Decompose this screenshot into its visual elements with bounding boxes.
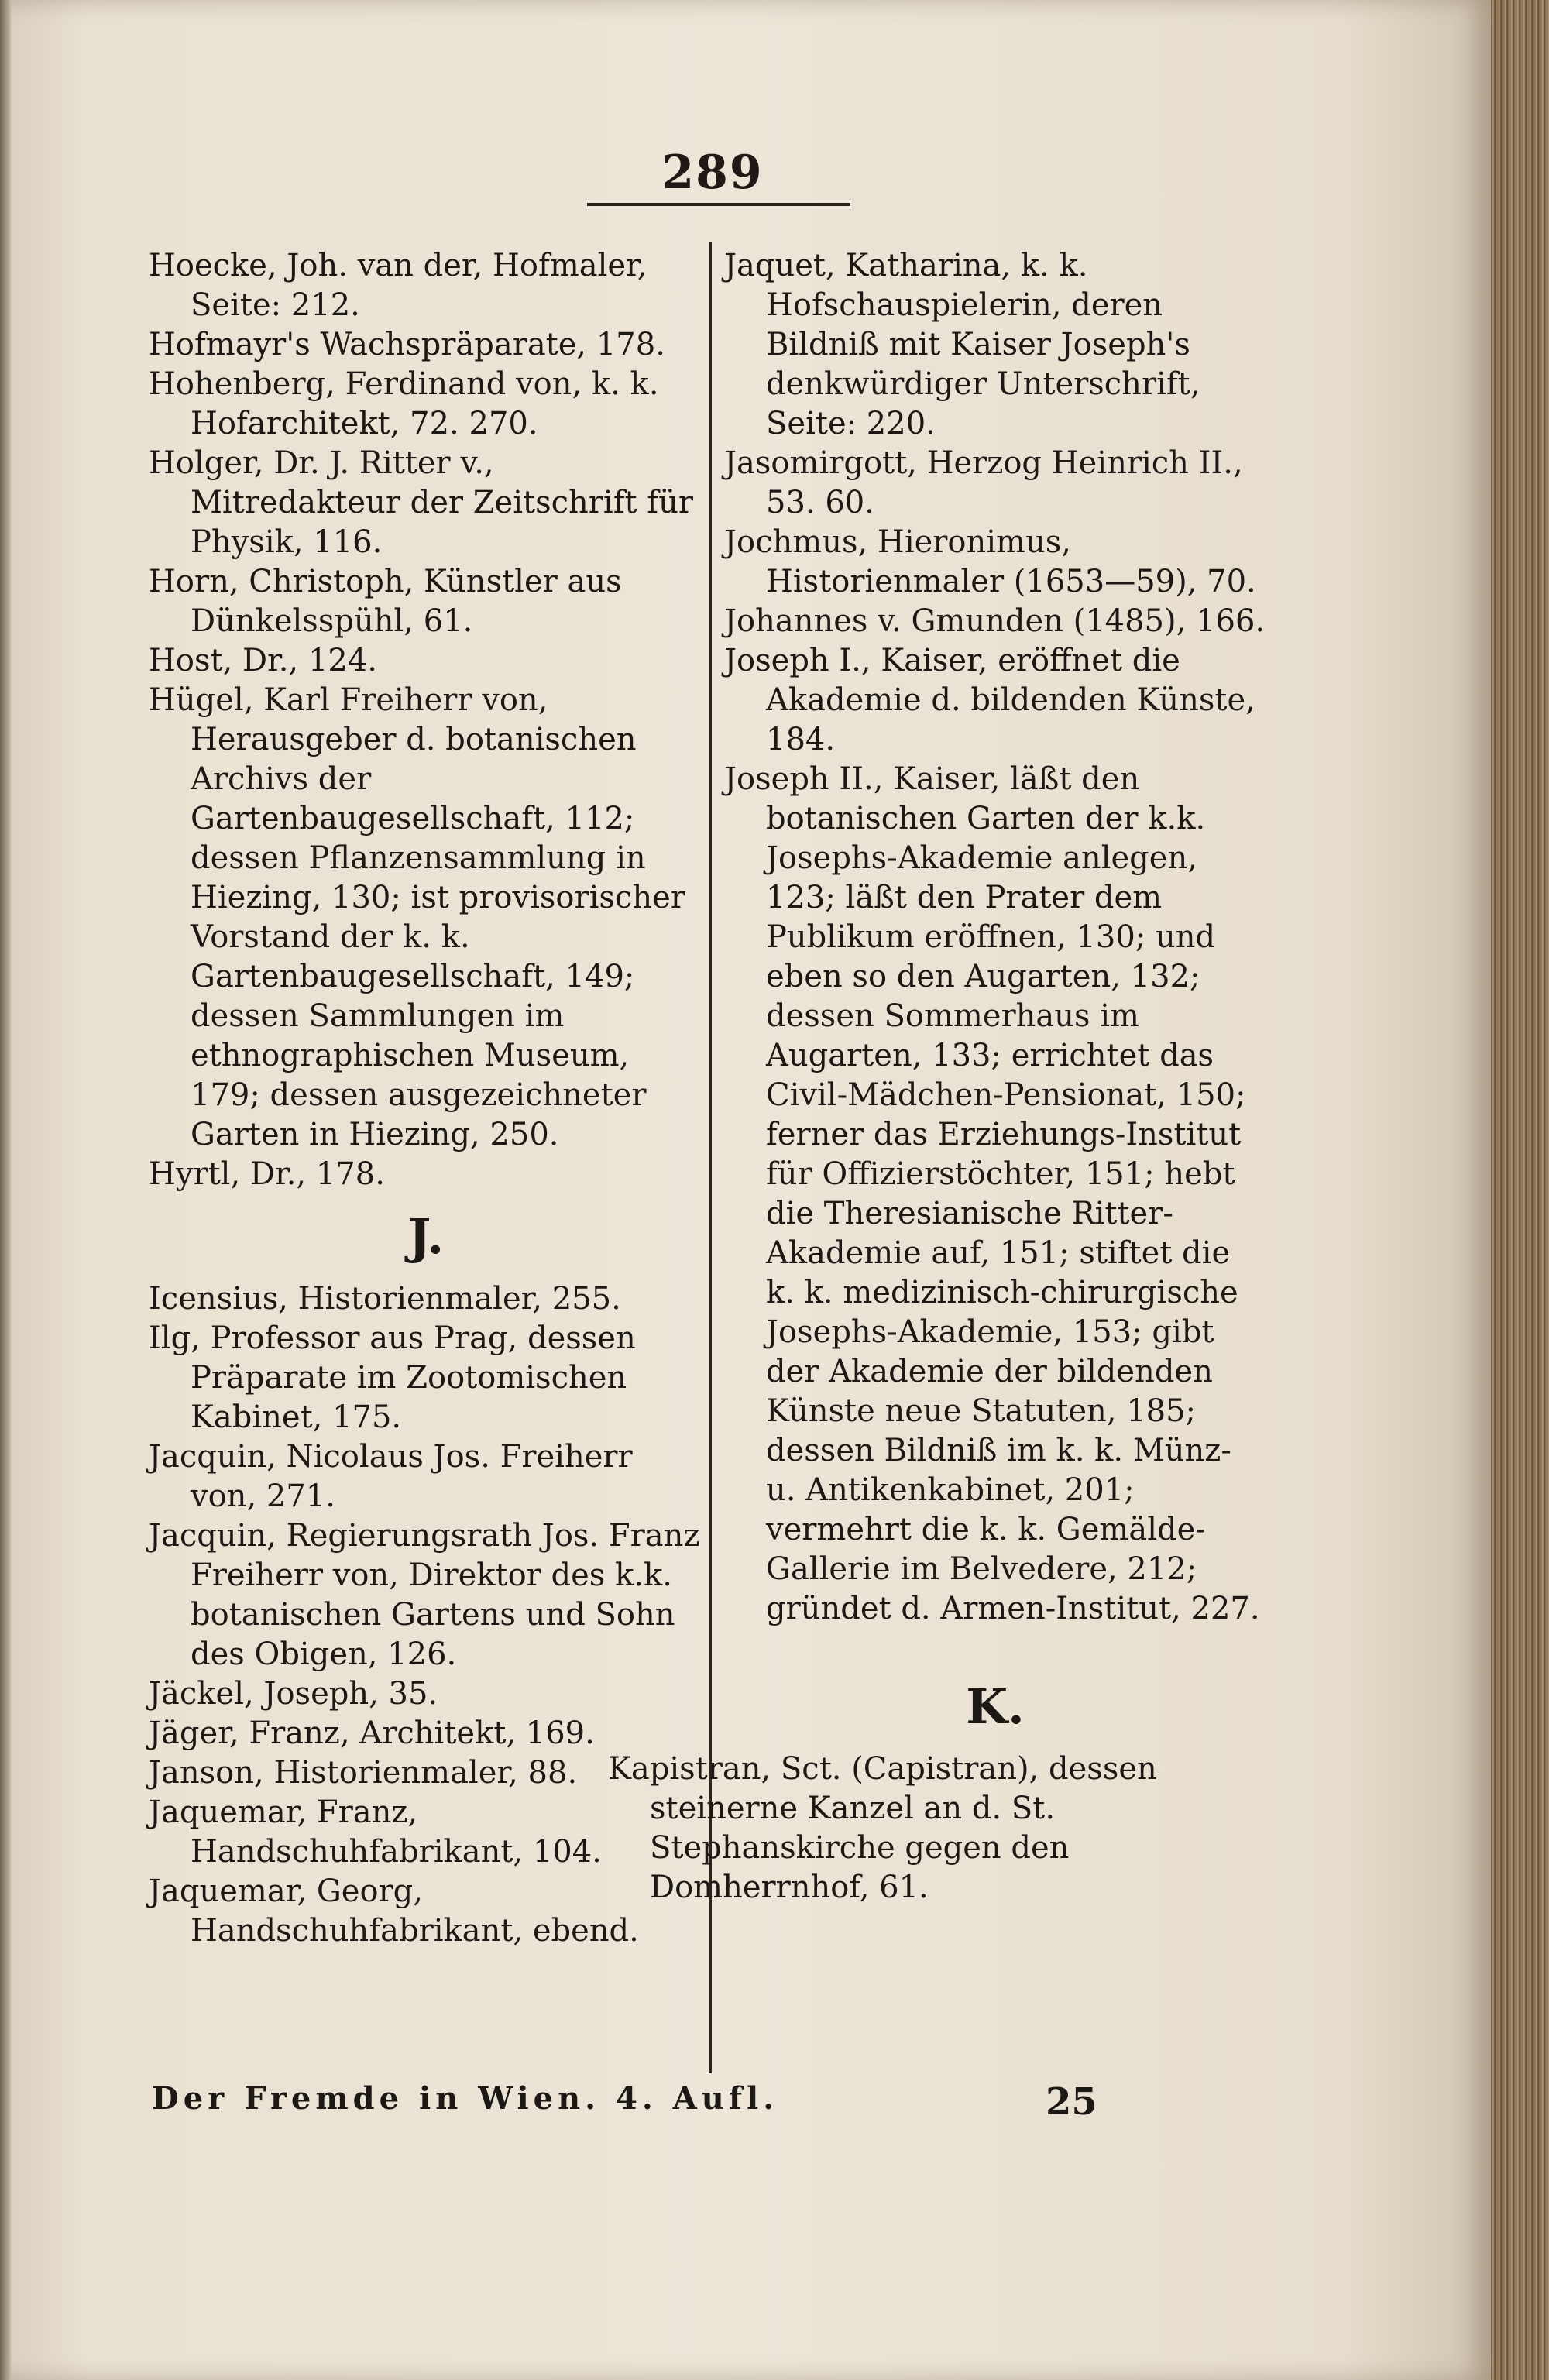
index-entry: Jaquet, Katharina, k. k. Hofschauspielerin, deren Bildniß mit Kaiser Joseph's denkwürdiger Unterschrift, Seite: 220. bbox=[724, 248, 1200, 441]
index-entry: Holger, Dr. J. Ritter v., Mitredakteur der Zeitschrift für Physik, 116. bbox=[149, 445, 693, 560]
index-entry: Jacquin, Nicolaus Jos. Freiherr von, 271. bbox=[149, 1439, 633, 1514]
index-entry: Jaquemar, Georg, Handschuhfabrikant, ebend. bbox=[149, 1873, 639, 1949]
index-entry: Jasomirgott, Herzog Heinrich II., 53. 60. bbox=[724, 445, 1243, 520]
index-entry: Jäger, Franz, Architekt, 169. bbox=[149, 1715, 595, 1751]
index-entry: Horn, Christoph, Künstler aus Dünkelsspühl, 61. bbox=[149, 564, 622, 639]
index-entry: Kapistran, Sct. (Capistran), dessen steinerne Kanzel an d. St. Stephanskirche gegen den Domherrnhof, 61. bbox=[608, 1751, 1157, 1905]
index-entry: Icensius, Historienmaler, 255. bbox=[149, 1281, 621, 1317]
index-entry: Hügel, Karl Freiherr von, Herausgeber d. botanischen Archivs der Gartenbaugesellschaft, 112; dessen Pflanzensammlung in Hiezing, 130; ist provisorischer Vorstand der k. k. Gartenbaugesellschaft, 149; dessen Sammlungen im ethnographischen Museum, 179; dessen ausgezeichneter Garten in Hiezing, 250. bbox=[149, 682, 685, 1152]
footer-title: Der Fremde in Wien. 4. Aufl. bbox=[152, 2080, 779, 2117]
index-entry: Hoecke, Joh. van der, Hofmaler, Seite: 212. bbox=[149, 248, 647, 323]
index-entry: Johannes v. Gmunden (1485), 166. bbox=[724, 603, 1266, 639]
index-entry: Hohenberg, Ferdinand von, k. k. Hofarchitekt, 72. 270. bbox=[149, 366, 659, 441]
page-edges bbox=[1491, 0, 1549, 2380]
index-entry: Joseph I., Kaiser, eröffnet die Akademie d. bildenden Künste, 184. bbox=[724, 643, 1255, 757]
index-entry: Jäckel, Joseph, 35. bbox=[149, 1676, 438, 1712]
index-entry: Hyrtl, Dr., 178. bbox=[149, 1156, 385, 1192]
index-entry: Janson, Historienmaler, 88. bbox=[149, 1755, 578, 1791]
page-number: 289 bbox=[661, 146, 764, 200]
left-column bbox=[149, 246, 703, 1951]
header-rule bbox=[587, 203, 850, 206]
index-entry: Ilg, Professor aus Prag, dessen Präparate im Zootomischen Kabinet, 175. bbox=[149, 1321, 636, 1435]
footer-signature: 25 bbox=[1046, 2080, 1097, 2124]
index-entry: Hofmayr's Wachspräparate, 178. bbox=[149, 327, 665, 362]
section-heading-j: J. bbox=[407, 1208, 445, 1265]
index-entry: Jacquin, Regierungsrath Jos. Franz Freiherr von, Direktor des k.k. botanischen Gartens und Sohn des Obigen, 126. bbox=[149, 1518, 700, 1672]
index-entry: Jochmus, Hieronimus, Historienmaler (1653—59), 70. bbox=[724, 524, 1256, 599]
index-entry: Jaquemar, Franz, Handschuhfabrikant, 104. bbox=[149, 1794, 602, 1870]
binding-edge bbox=[0, 0, 11, 2380]
right-column bbox=[608, 246, 1266, 1908]
index-entry: Joseph II., Kaiser, läßt den botanischen Garten der k.k. Josephs-Akademie anlegen, 123; läßt den Prater dem Publikum eröffnen, 130; und eben so den Augarten, 132; dessen Sommerhaus im Augarten, 133; errichtet das Civil-Mädchen-Pensionat, 150; ferner das Erziehungs-Institut für Offizierstöchter, 151; hebt die Theresianische Ritter-Akademie auf, 151; stiftet die k. k. medizinisch-chirurgische Josephs-Akademie, 153; gibt der Akademie der bildenden Künste neue Statuten, 185; dessen Bildniß im k. k. Münz- u. Antikenkabinet, 201; vermehrt die k. k. Gemälde-Gallerie im Belvedere, 212; gründet d. Armen-Institut, 227. bbox=[724, 761, 1260, 1626]
section-heading-k: K. bbox=[966, 1678, 1025, 1735]
index-entry: Host, Dr., 124. bbox=[149, 643, 377, 678]
